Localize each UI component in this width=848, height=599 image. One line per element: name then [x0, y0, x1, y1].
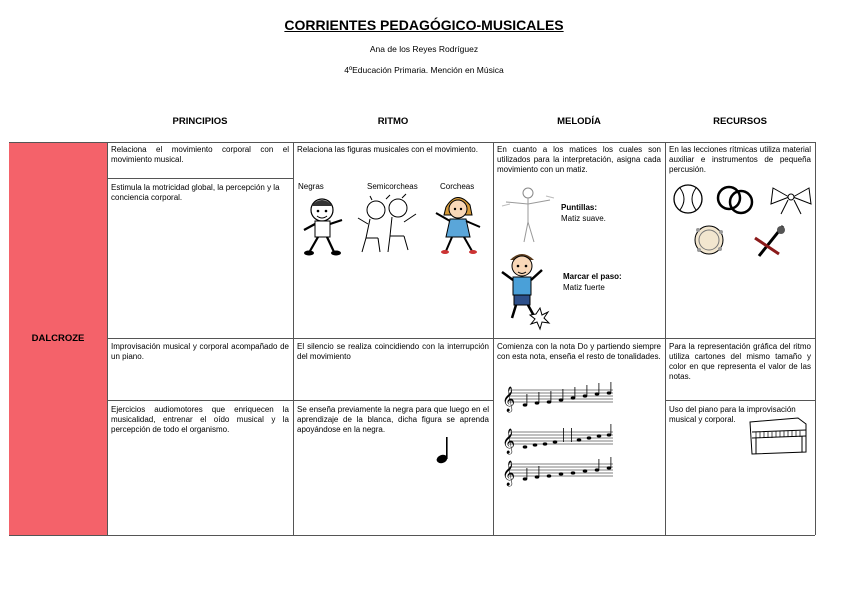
recursos-text-3: Uso del piano para la improvisación musical y corporal.	[669, 405, 796, 424]
column-header-melodia: MELODÍA	[557, 116, 601, 127]
table-bottom-border	[9, 535, 815, 536]
row-divider	[107, 338, 815, 339]
principios-text-1: Relaciona el movimiento corporal con el movimiento musical.	[111, 145, 289, 164]
document-title: CORRIENTES PEDAGÓGICO-MUSICALES	[284, 17, 564, 33]
column-divider	[815, 142, 816, 535]
marcar-paso-description: Matiz fuerte	[563, 283, 605, 292]
figure-label-negras: Negras	[298, 182, 324, 191]
tiptoe-figure-illustration	[500, 186, 556, 246]
column-header-ritmo: RITMO	[377, 116, 409, 127]
melodia-text-2: Comienza con la nota Do y partiendo siempre con esta nota, enseña el resto de tonalidades.	[497, 342, 661, 361]
quarter-note-icon	[436, 436, 450, 464]
svg-text:𝄞: 𝄞	[502, 461, 516, 486]
row-divider	[107, 178, 293, 179]
piano-illustration	[746, 416, 810, 456]
recursos-text-2: Para la representación gráfica del ritmo utiliza cartones del mismo tamaño y color en que representa el valor de las notas.	[669, 342, 811, 381]
table-top-border	[9, 142, 815, 143]
children-sketch-illustration	[358, 194, 420, 256]
author-name: Ana de los Reyes Rodríguez	[369, 44, 479, 54]
puntillas-title: Puntillas:	[561, 203, 598, 212]
ritmo-text-2: El silencio se realiza coincidiendo con la interrupción del movimiento	[297, 342, 489, 361]
ritmo-text-3: Se enseña previamente la negra para que luego en el aprendizaje de la blanca, dicha figura se aprenda apoyándose en la negra.	[297, 405, 489, 434]
melodia-text-1: En cuanto a los matices los cuales son utilizados para la interpretación, asigna cada movimiento con un matiz.	[497, 145, 661, 174]
recursos-text-1: En las lecciones rítmicas utiliza material auxiliar e instrumentos de pequeña percusión.	[669, 145, 811, 174]
ritmo-text-1: Relaciona las figuras musicales con el movimiento.	[297, 145, 478, 154]
girl-dancing-illustration	[432, 193, 484, 255]
column-header-principios: PRINCIPIOS	[172, 116, 228, 127]
row-label-dalcroze: DALCROZE	[9, 142, 107, 535]
principios-text-2: Estimula la motricidad global, la percepción y la conciencia corporal.	[111, 183, 280, 202]
music-staffs-illustration	[499, 382, 619, 492]
boy-stomping-illustration	[498, 252, 550, 332]
puntillas-description: Matiz suave.	[561, 214, 606, 223]
percussion-instruments-illustration	[671, 182, 813, 262]
row-divider	[665, 400, 815, 401]
course-subtitle: 4ºEducación Primaria. Mención en Música	[344, 65, 504, 75]
principios-text-4: Ejercicios audiomotores que enriquecen la musicalidad, entrenar el oído musical y la percepción de todo el organismo.	[111, 405, 289, 434]
child-walking-illustration	[300, 196, 350, 258]
principios-text-3: Improvisación musical y corporal acompañado de un piano.	[111, 342, 289, 361]
figure-label-corcheas: Corcheas	[440, 182, 475, 191]
svg-text:𝄞: 𝄞	[502, 429, 516, 454]
row-divider	[293, 400, 493, 401]
column-header-recursos: RECURSOS	[713, 116, 767, 127]
svg-text:𝄞: 𝄞	[502, 387, 516, 412]
row-divider	[107, 400, 293, 401]
marcar-paso-title: Marcar el paso:	[563, 272, 622, 281]
figure-label-semicorcheas: Semicorcheas	[367, 182, 418, 191]
